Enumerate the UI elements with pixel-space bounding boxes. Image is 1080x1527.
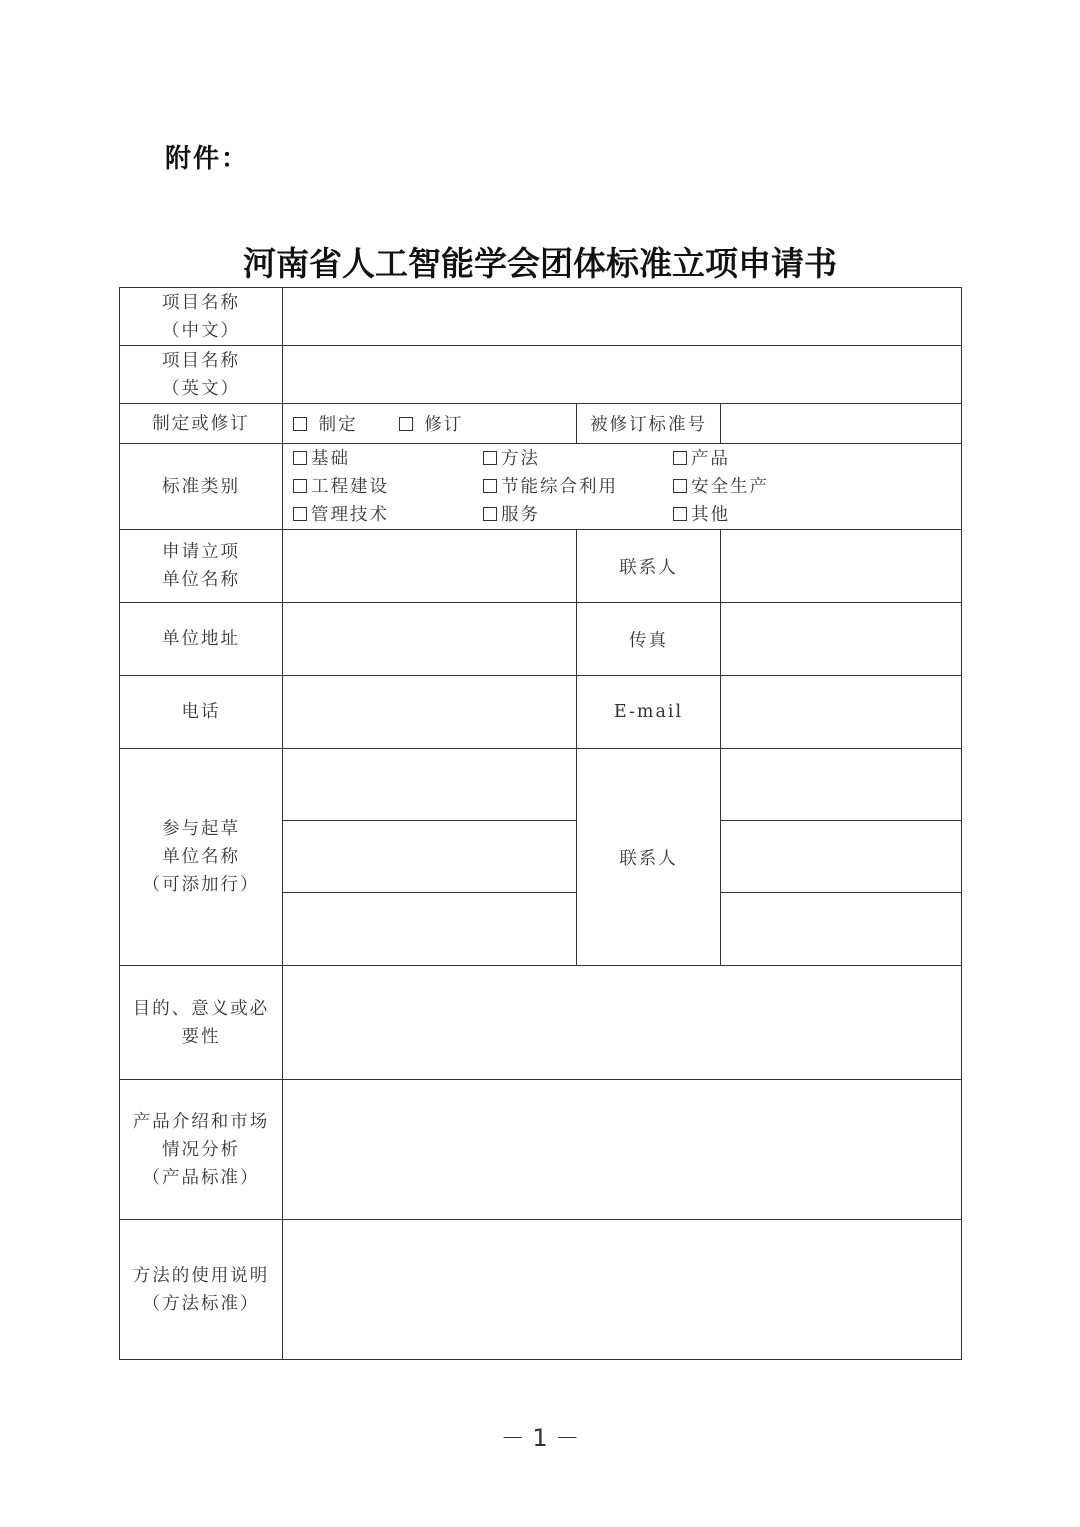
label-participants-contact: 联系人 <box>577 749 721 966</box>
input-participant-unit[interactable] <box>283 893 577 966</box>
checkbox-icon[interactable] <box>293 451 307 465</box>
label-purpose: 目的、意义或必 要性 <box>120 966 283 1080</box>
label-fax: 传真 <box>577 603 721 676</box>
checkbox-icon[interactable] <box>293 479 307 493</box>
label-address: 单位地址 <box>120 603 283 676</box>
input-participant-unit[interactable] <box>283 821 577 893</box>
attachment-label: 附件： <box>165 144 250 174</box>
category-option[interactable]: 节能综合利用 <box>483 475 673 499</box>
checkbox-icon[interactable] <box>673 479 687 493</box>
checkbox-icon[interactable] <box>673 451 687 465</box>
category-option[interactable]: 基础 <box>293 447 483 471</box>
input-purpose[interactable] <box>283 966 962 1080</box>
checkbox-icon[interactable] <box>483 451 497 465</box>
form-title: 河南省人工智能学会团体标准立项申请书 <box>243 244 837 283</box>
label-applicant: 申请立项 单位名称 <box>120 530 283 603</box>
label-product: 产品介绍和市场 情况分析 （产品标准） <box>120 1080 283 1220</box>
input-applicant[interactable] <box>283 530 577 603</box>
option-formulate[interactable]: 制定 <box>293 415 358 435</box>
category-option[interactable]: 产品 <box>673 447 863 471</box>
input-participant-contact[interactable] <box>721 749 962 821</box>
row-revise <box>120 404 962 444</box>
checkbox-icon[interactable] <box>293 507 307 521</box>
row-method <box>120 1220 962 1360</box>
row-applicant <box>120 530 962 603</box>
checkbox-icon[interactable] <box>673 507 687 521</box>
label-phone: 电话 <box>120 676 283 749</box>
checkbox-icon[interactable] <box>293 417 307 431</box>
checkbox-icon[interactable] <box>483 507 497 521</box>
row-purpose <box>120 966 962 1080</box>
input-revised-std-no[interactable] <box>721 404 962 444</box>
category-option[interactable]: 其他 <box>673 503 863 527</box>
input-method[interactable] <box>283 1220 962 1360</box>
checkbox-icon[interactable] <box>483 479 497 493</box>
application-form <box>119 287 962 1360</box>
row-project-name-en <box>120 346 962 404</box>
input-phone[interactable] <box>283 676 577 749</box>
row-category <box>120 444 962 530</box>
revise-options <box>283 404 577 444</box>
input-participant-contact[interactable] <box>721 821 962 893</box>
input-participant-contact[interactable] <box>721 893 962 966</box>
input-participant-unit[interactable] <box>283 749 577 821</box>
input-project-name-cn[interactable] <box>283 288 962 346</box>
label-email: E-mail <box>577 676 721 749</box>
label-project-name-cn: 项目名称 （中文） <box>120 288 283 346</box>
category-option[interactable]: 工程建设 <box>293 475 483 499</box>
category-option[interactable]: 安全生产 <box>673 475 863 499</box>
category-option[interactable]: 服务 <box>483 503 673 527</box>
label-participants: 参与起草 单位名称 （可添加行） <box>120 749 283 966</box>
label-project-name-en: 项目名称 （英文） <box>120 346 283 404</box>
page-number: － 1 － <box>500 1424 580 1452</box>
option-revise[interactable]: 修订 <box>399 415 464 435</box>
row-phone <box>120 676 962 749</box>
input-contact[interactable] <box>721 530 962 603</box>
input-project-name-en[interactable] <box>283 346 962 404</box>
category-options <box>283 444 962 530</box>
label-revise: 制定或修订 <box>120 404 283 444</box>
category-option[interactable]: 方法 <box>483 447 673 471</box>
row-project-name-cn <box>120 288 962 346</box>
input-email[interactable] <box>721 676 962 749</box>
label-revised-std-no: 被修订标准号 <box>577 404 721 444</box>
label-method: 方法的使用说明 （方法标准） <box>120 1220 283 1360</box>
row-address <box>120 603 962 676</box>
input-fax[interactable] <box>721 603 962 676</box>
row-participant <box>120 749 962 821</box>
input-address[interactable] <box>283 603 577 676</box>
input-product[interactable] <box>283 1080 962 1220</box>
label-category: 标准类别 <box>120 444 283 530</box>
category-option[interactable]: 管理技术 <box>293 503 483 527</box>
row-product <box>120 1080 962 1220</box>
label-contact: 联系人 <box>577 530 721 603</box>
checkbox-icon[interactable] <box>399 417 413 431</box>
